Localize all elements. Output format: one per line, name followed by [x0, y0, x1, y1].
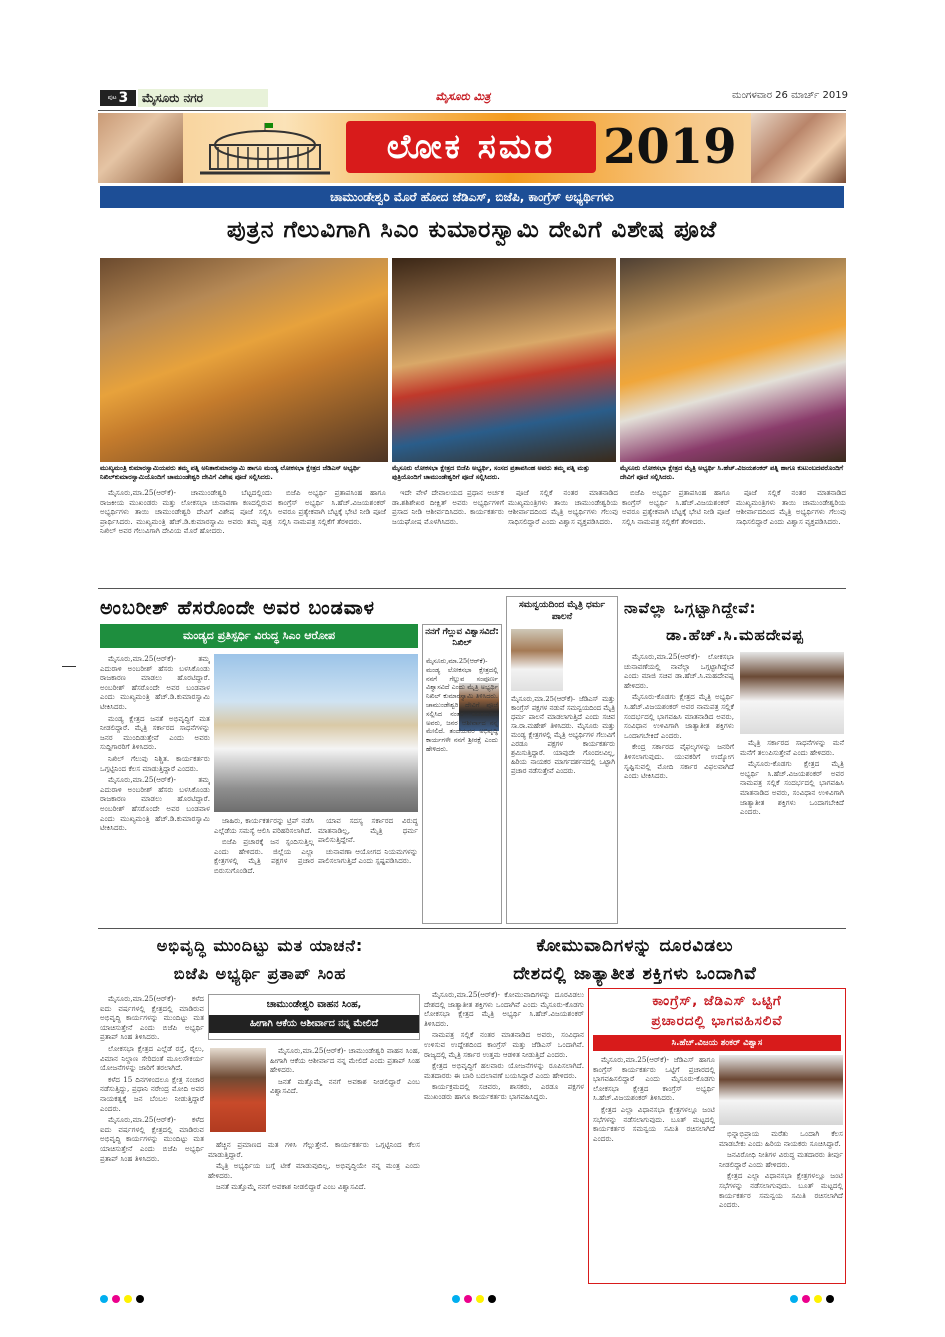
crowd-image: [751, 113, 846, 183]
yellow-dot: [124, 1295, 132, 1303]
nikhil-box: [422, 624, 502, 924]
paragraph: ಕಾರ್ಯಕ್ರಮದಲ್ಲಿ ಸಚಿವರು, ಶಾಸಕರು, ಎರಡೂ ಪಕ್ಷಗಳ ಮುಖಂಡರು ಹಾಗೂ ಕಾರ್ಯಕರ್ತರು ಭಾಗವಹಿಸಿದ್ದರು.: [424, 1082, 584, 1101]
paragraph: ಮೈಸೂರು,ಮಾ.25(ಆರ್‌ಕೆ)- ಲೋಕಸಭಾ ಚುನಾವಣೆಯಲ್ಲಿ ನಾವೆಲ್ಲಾ ಒಗ್ಗಟ್ಟಾಗಿದ್ದೇವೆ ಎಂದು ಮಾಜಿ ಸಚಿವ ಡಾ.ಹೆಚ್.ಸಿ.ಮಹದೇವಪ್ಪ ಹೇಳಿದರು.: [624, 652, 734, 690]
magenta-dot: [802, 1295, 810, 1303]
photo-caption: ಮುಖ್ಯಮಂತ್ರಿ ಕುಮಾರಸ್ವಾಮಿಯವರು ತಮ್ಮ ಪತ್ನಿ ಅನಿತಾಕುಮಾರಸ್ವಾಮಿ ಹಾಗೂ ಮಂಡ್ಯ ಲೋಕಸಭಾ ಕ್ಷೇತ್ರದ ಜೆಡಿಎಸ್ ಅಭ್ಯರ್ಥಿ ನಿಖಿಲ್‌ಕುಮಾರಸ್ವಾಮಿಯೊಂದಿಗೆ ಚಾಮುಂಡೇಶ್ವರಿ ದೇವಿಗೆ ವಿಶೇಷ ಪೂಜೆ ಸಲ್ಲಿಸಿದರು.: [100, 464, 361, 481]
lead-headline: ಪುತ್ರನ ಗೆಲುವಿಗಾಗಿ ಸಿಎಂ ಕುಮಾರಸ್ವಾಮಿ ದೇವಿಗೆ ವಿಶೇಷ ಪೂಜೆ: [226, 217, 718, 243]
section-rule: [98, 588, 846, 589]
paragraph: ಜನತೆ ಮತ್ತೊಮ್ಮೆ ನನಗೆ ಅವಕಾಶ ನೀಡಲಿದ್ದಾರೆ ಎಂಬ ವಿಶ್ವಾಸವಿದೆ.: [270, 1076, 420, 1096]
photo-pratap-simha: [210, 1048, 266, 1132]
secular-headline-line2: ದೇಶದಲ್ಲಿ ಜಾತ್ಯಾತೀತ ಶಕ್ತಿಗಳು ಒಂದಾಗಿವೆ: [513, 964, 757, 984]
issue-date: ಮಂಗಳವಾರ 26 ಮಾರ್ಚ್ 2019: [731, 90, 848, 101]
lead-body-col3: [392, 488, 504, 582]
page-number-box: [100, 90, 136, 106]
paragraph: ಮೈಸೂರು,ಮಾ.25(ಆರ್‌ಕೆ)- ಕೋಮುವಾದಿಗಳನ್ನು ದೂರವಿಡಲು ದೇಶದಲ್ಲಿ ಜಾತ್ಯಾತೀತ ಶಕ್ತಿಗಳು ಒಂದಾಗಿವೆ ಎಂದು ಮೈಸೂರು-ಕೊಡಗು ಲೋಕಸಭಾ ಕ್ಷೇತ್ರದ ಮೈತ್ರಿ ಅಭ್ಯರ್ಥಿ ಸಿ.ಹೆಚ್.ವಿಜಯಶಂಕರ್ ತಿಳಿಸಿದರು.: [424, 990, 584, 1028]
pratap-body-col2: [270, 1046, 420, 1136]
paragraph: ನಿಖಿಲ್ ಗೆಲುವು ನಿಶ್ಚಿತ. ಕಾರ್ಯಕರ್ತರು ಒಗ್ಗಟ್ಟಿನಿಂದ ಕೆಲಸ ಮಾಡುತ್ತಿದ್ದಾರೆ ಎಂದರು.: [100, 753, 210, 773]
photo-vijayashankar-puja: [620, 258, 846, 462]
ambareesh-body-col1: [100, 654, 210, 924]
section-rule: [98, 928, 846, 929]
paragraph: ಮೈಸೂರು,ಮಾ.25(ಆರ್‌ಕೆ)- ತಮ್ಮ ಎದುರಾಳಿ ಅಂಬರೀಶ್ ಹೆಸರು ಬಳಸಿಕೊಂಡು ರಾಜಕಾರಣ ಮಾಡಲು ಹೊರಟಿದ್ದಾರೆ. ಅಂಬರೀಶ್ ಹೆಸರೊಂದೇ ಅವರ ಬಂಡವಾಳ ಎಂದು ಮುಖ್ಯಮಂತ್ರಿ ಹೆಚ್.ಡಿ.ಕುಮಾರಸ್ವಾಮಿ ಟೀಕಿಸಿದರು.: [100, 654, 210, 711]
lead-body-col4: [508, 488, 618, 582]
parliament-illustration: [190, 119, 340, 179]
page-number: 3: [118, 90, 129, 106]
photo-caption: ಮೈಸೂರು ಲೋಕಸಭಾ ಕ್ಷೇತ್ರದ ಬಿಜೆಪಿ ಅಭ್ಯರ್ಥಿ, ಸಂಸದ ಪ್ರತಾಪಸಿಂಹ ಅವರು ತಮ್ಮ ಪತ್ನಿ ಮತ್ತು ಪುತ್ರಿಯೊಂದಿಗೆ ಚಾಮುಂಡೇಶ್ವರಿಗೆ ಪೂಜೆ ಸಲ್ಲಿಸಿದರು.: [392, 464, 590, 481]
maitri-headline: ಸಮನ್ವಯದಿಂದ ಮೈತ್ರಿ ಧರ್ಮ ಪಾಲನೆ: [518, 600, 606, 622]
paragraph: ಮೈಸೂರು-ಕೊಡಗು ಕ್ಷೇತ್ರದ ಮೈತ್ರಿ ಅಭ್ಯರ್ಥಿ ಸಿ.ಹೆಚ್.ವಿಜಯಶಂಕರ್ ಅವರ ನಾಮಪತ್ರ ಸಲ್ಲಿಕೆ ಸಂದರ್ಭದಲ್ಲಿ ಭಾಗವಹಿಸಿ ಮಾತನಾಡಿದ ಅವರು, ಸಂವಿಧಾನ ಉಳಿವಿಗಾಗಿ ಜಾತ್ಯಾತೀತ ಶಕ್ತಿಗಳು ಒಂದಾಗಬೇಕಿದೆ ಎಂದರು.: [740, 759, 844, 817]
paragraph: ಬಿಜೆಪಿ ಪ್ರಚಾರಕ್ಕೆ ಜನ ಸ್ಪಂದಿಸುತ್ತಿಲ್ಲ ಎಂದು ಹೇಳಿದರು. ಜಿಲ್ಲೆಯ ಎಲ್ಲಾ ಕ್ಷೇತ್ರಗಳಲ್ಲಿ ಮೈತ್ರಿ ಪಕ್ಷಗಳ ಪ್ರಚಾರ ಬಿರುಸುಗೊಂಡಿದೆ.: [214, 837, 314, 875]
page-header: [98, 88, 848, 108]
ambareesh-body-col2: [214, 816, 314, 924]
paragraph: ಕೇಂದ್ರ ಸರ್ಕಾರದ ವೈಫಲ್ಯಗಳನ್ನು ಜನರಿಗೆ ತಿಳಿಸಲಾಗುವುದು. ಯುವಕರಿಗೆ ಉದ್ಯೋಗ ಸೃಷ್ಟಿಸುವಲ್ಲಿ ಮೋದಿ ಸರ್ಕಾರ ವಿಫಲವಾಗಿದೆ ಎಂದು ಟೀಕಿಸಿದರು.: [624, 742, 734, 781]
black-dot: [488, 1295, 496, 1303]
paragraph: ಮೈಸೂರು,ಮಾ.25(ಆರ್‌ಕೆ)- ಜೆಡಿಎಸ್ ಹಾಗೂ ಕಾಂಗ್ರೆಸ್ ಕಾರ್ಯಕರ್ತರು ಒಟ್ಟಿಗೆ ಪ್ರಚಾರದಲ್ಲಿ ಭಾಗವಹಿಸಲಿದ್ದಾರೆ ಎಂದು ಮೈಸೂರು-ಕೊಡಗು ಲೋಕಸಭಾ ಕ್ಷೇತ್ರದ ಕಾಂಗ್ರೆಸ್ ಅಭ್ಯರ್ಥಿ ಸಿ.ಹೆಚ್.ವಿಜಯಶಂಕರ್ ತಿಳಿಸಿದರು.: [593, 1055, 715, 1103]
banner-year: 2019: [603, 119, 737, 175]
magenta-dot: [112, 1295, 120, 1303]
paragraph: ಮೈಸೂರು,ಮಾ.25(ಆರ್‌ಕೆ)- ಕಳೆದ ಐದು ವರ್ಷಗಳಲ್ಲಿ ಕ್ಷೇತ್ರದಲ್ಲಿ ಮಾಡಿರುವ ಅಭಿವೃದ್ಧಿ ಕಾರ್ಯಗಳನ್ನು ಮುಂದಿಟ್ಟು ಮತ ಯಾಚಿಸುತ್ತೇನೆ ಎಂದು ಬಿಜೆಪಿ ಅಭ್ಯರ್ಥಿ ಪ್ರತಾಪ್ ಸಿಂಹ ತಿಳಿಸಿದರು.: [100, 994, 204, 1042]
photo-sara-mahesh: [511, 629, 563, 691]
mahadevappa-body-col2: [740, 738, 844, 924]
congress-subhead: ಸಿ.ಹೆಚ್.ವಿಜಯ ಶಂಕರ್ ವಿಶ್ವಾಸ: [593, 1035, 841, 1051]
photo-pratap-puja: [392, 258, 616, 462]
paragraph: ಮೈಸೂರು,ಮಾ.25(ಆರ್‌ಕೆ)- ಚಾಮುಂಡೇಶ್ವರಿ ಬೆಟ್ಟದಲ್ಲಿಂದು ರಾಜಕೀಯ ಮುಖಂಡರು ಮತ್ತು ಲೋಕಸಭಾ ಚುನಾವಣಾ ಕಣದಲ್ಲಿರುವ ಅಭ್ಯರ್ಥಿಗಳು ತಾಯಿ ಚಾಮುಂಡೇಶ್ವರಿ ದೇವಿಗೆ ವಿಶೇಷ ಪೂಜೆ ಸಲ್ಲಿಸಿ ಪ್ರಾರ್ಥಿಸಿದರು. ಮುಖ್ಯಮಂತ್ರಿ ಹೆಚ್.ಡಿ.ಕುಮಾರಸ್ವಾಮಿ ಅವರು ತಮ್ಮ ಪುತ್ರ ನಿಖಿಲ್ ಅವರ ಗೆಲುವಿಗಾಗಿ ದೇವಿಯ ಮೊರೆ ಹೋದರು.: [100, 488, 272, 536]
lead-body-col5: [622, 488, 730, 582]
page-label: ಪುಟ: [107, 94, 117, 101]
paragraph: ಕ್ಷೇತ್ರದ ಎಲ್ಲಾ ವಿಧಾನಸಭಾ ಕ್ಷೇತ್ರಗಳಲ್ಲೂ ಜಂಟಿ ಸಭೆಗಳನ್ನು ನಡೆಸಲಾಗುವುದು. ಬೂತ್ ಮಟ್ಟದಲ್ಲಿ ಕಾರ್ಯಕರ್ತರ ಸಮನ್ವಯ ಸಮಿತಿ ರಚಿಸಲಾಗಿದೆ ಎಂದರು.: [719, 1171, 843, 1210]
masthead-logo: ಮೈಸೂರು ಮಿತ್ರ: [435, 90, 491, 103]
paragraph: ಮೈಸೂರು-ಕೊಡಗು ಕ್ಷೇತ್ರದ ಮೈತ್ರಿ ಅಭ್ಯರ್ಥಿ ಸಿ.ಹೆಚ್.ವಿಜಯಶಂಕರ್ ಅವರ ನಾಮಪತ್ರ ಸಲ್ಲಿಕೆ ಸಂದರ್ಭದಲ್ಲಿ ಭಾಗವಹಿಸಿ ಮಾತನಾಡಿದ ಅವರು, ಸಂವಿಧಾನ ಉಳಿವಿಗಾಗಿ ಜಾತ್ಯಾತೀತ ಶಕ್ತಿಗಳು ಒಂದಾಗಬೇಕಿದೆ ಎಂದರು.: [624, 692, 734, 740]
paragraph: ಕ್ಷೇತ್ರದ ಎಲ್ಲಾ ವಿಧಾನಸಭಾ ಕ್ಷೇತ್ರಗಳಲ್ಲೂ ಜಂಟಿ ಸಭೆಗಳನ್ನು ನಡೆಸಲಾಗುವುದು. ಬೂತ್ ಮಟ್ಟದಲ್ಲಿ ಕಾರ್ಯಕರ್ತರ ಸಮನ್ವಯ ಸಮಿತಿ ರಚಿಸಲಾಗಿದೆ ಎಂದರು.: [593, 1104, 715, 1143]
paragraph: ಕಳೆದ 15 ದಿನಗಳಿಂದಲೂ ಕ್ಷೇತ್ರ ಸಂಚಾರ ನಡೆಸುತ್ತಿದ್ದು, ಪ್ರಧಾನಿ ನರೇಂದ್ರ ಮೋದಿ ಅವರ ನಾಯಕತ್ವಕ್ಕೆ ಜನ ಬೆಂಬಲ ನೀಡುತ್ತಿದ್ದಾರೆ ಎಂದರು.: [100, 1074, 204, 1113]
hands-voting-image: [98, 113, 183, 183]
black-dot: [136, 1295, 144, 1303]
maitri-body: ಮೈಸೂರು,ಮಾ.25(ಆರ್‌ಕೆ)- ಜೆಡಿಎಸ್ ಮತ್ತು ಕಾಂಗ್ರೆಸ್ ಪಕ್ಷಗಳ ನಡುವೆ ಸಮನ್ವಯದಿಂದ ಮೈತ್ರಿ ಧರ್ಮ ಪಾಲನೆ ಮಾಡಲಾಗುತ್ತಿದೆ ಎಂದು ಸಚಿವ ಸಾ.ರಾ.ಮಹೇಶ್ ತಿಳಿಸಿದರು. ಮೈಸೂರು ಮತ್ತು ಮಂಡ್ಯ ಕ್ಷೇತ್ರಗಳಲ್ಲಿ ಮೈತ್ರಿ ಅಭ್ಯರ್ಥಿಗಳ ಗೆಲುವಿಗೆ ಎರಡೂ ಪಕ್ಷಗಳ ಕಾರ್ಯಕರ್ತರು ಶ್ರಮಿಸುತ್ತಿದ್ದಾರೆ. ಯಾವುದೇ ಗೊಂದಲವಿಲ್ಲ, ಹಿರಿಯ ನಾಯಕರ ಮಾರ್ಗದರ್ಶನದಲ್ಲಿ ಒಟ್ಟಾಗಿ ಪ್ರಚಾರ ನಡೆಸುತ್ತೇವೆ ಎಂದರು.: [511, 695, 615, 775]
congress-headline-line1: ಕಾಂಗ್ರೆಸ್, ಜೆಡಿಎಸ್ ಒಟ್ಟಿಗೆ: [652, 993, 782, 1009]
paragraph: ಮೈಸೂರು,ಮಾ.25(ಆರ್‌ಕೆ)- ತಮ್ಮ ಎದುರಾಳಿ ಅಂಬರೀಶ್ ಹೆಸರು ಬಳಸಿಕೊಂಡು ರಾಜಕಾರಣ ಮಾಡಲು ಹೊರಟಿದ್ದಾರೆ. ಅಂಬರೀಶ್ ಹೆಸರೊಂದೇ ಅವರ ಬಂಡವಾಳ ಎಂದು ಮುಖ್ಯಮಂತ್ರಿ ಹೆಚ್.ಡಿ.ಕುಮಾರಸ್ವಾಮಿ ಟೀಕಿಸಿದರು.: [100, 775, 210, 833]
lead-body-col6: [736, 488, 846, 582]
secular-headline-line1: ಕೋಮುವಾದಿಗಳನ್ನು ದೂರವಿಡಲು: [536, 936, 734, 956]
paragraph: ಮೈತ್ರಿ ಸರ್ಕಾರದ ಸಾಧನೆಗಳನ್ನು ಮನೆ ಮನೆಗೆ ತಲುಪಿಸುತ್ತೇವೆ ಎಂದು ಹೇಳಿದರು.: [740, 738, 844, 757]
pratap-body-col3: [208, 1140, 420, 1284]
ambareesh-headline: ಅಂಬರೀಶ್ ಹೆಸರೊಂದೇ ಅವರ ಬಂಡವಾಳ: [100, 597, 375, 619]
photo-bus-temple: [214, 654, 418, 812]
yellow-dot: [476, 1295, 484, 1303]
banner-title: ಲೋಕ ಸಮರ: [346, 121, 596, 173]
registration-marks-right: [790, 1288, 850, 1298]
photo-cm-puja: [100, 258, 388, 462]
secular-body-col1: [424, 990, 584, 1284]
paragraph: ಇದೇ ವೇಳೆ ದೇವಾಲಯದ ಪ್ರಧಾನ ಅರ್ಚಕ ಡಾ.ಶಶಿಶೇಖರ ದೀಕ್ಷಿತ್ ಅವರು ಅಭ್ಯರ್ಥಿಗಳಿಗೆ ಪ್ರಸಾದ ನೀಡಿ ಆಶೀರ್ವದಿಸಿದರು. ಕಾರ್ಯಕರ್ತರು ಜಯಘೋಷ ಮೊಳಗಿಸಿದರು.: [392, 488, 504, 526]
nikhil-headline: ನನಗೆ ಗೆಲ್ಲುವ ವಿಶ್ವಾಸವಿದೆ: ನಿಖಿಲ್: [425, 627, 499, 648]
photo-vijayashankar: [719, 1055, 843, 1125]
black-dot: [826, 1295, 834, 1303]
crop-mark: [62, 666, 76, 667]
maitri-box: [506, 596, 618, 924]
lead-kicker: ಚಾಮುಂಡೇಶ್ವರಿ ಮೊರೆ ಹೋದ ಜೆಡಿಎಸ್, ಬಿಜೆಪಿ, ಕಾಂಗ್ರೆಸ್ ಅಭ್ಯರ್ಥಿಗಳು: [100, 186, 844, 208]
photo-mahadevappa: [740, 652, 844, 734]
mahadevappa-headline: ನಾವೆಲ್ಲಾ ಒಗ್ಗಟ್ಟಾಗಿದ್ದೇವೆ:: [624, 599, 757, 617]
paragraph: ಕ್ಷೇತ್ರದ ಅಭಿವೃದ್ಧಿಗೆ ಹಲವಾರು ಯೋಜನೆಗಳನ್ನು ರೂಪಿಸಲಾಗಿದೆ. ಮತದಾರರು ಈ ಬಾರಿ ಬದಲಾವಣೆ ಬಯಸಿದ್ದಾರೆ ಎಂದು ಹೇಳಿದರು.: [424, 1061, 584, 1080]
pratap-quote-box: [208, 994, 420, 1040]
header-rule: [98, 110, 846, 111]
congress-box: [588, 988, 846, 1284]
election-banner: [98, 113, 846, 183]
paragraph: ಬಿಜೆಪಿ ಅಭ್ಯರ್ಥಿ ಪ್ರತಾಪಸಿಂಹ ಹಾಗೂ ಕಾಂಗ್ರೆಸ್ ಅಭ್ಯರ್ಥಿ ಸಿ.ಹೆಚ್.ವಿಜಯಶಂಕರ್ ಅವರೂ ಪ್ರತ್ಯೇಕವಾಗಿ ಬೆಟ್ಟಕ್ಕೆ ಭೇಟಿ ನೀಡಿ ಪೂಜೆ ಸಲ್ಲಿಸಿ ನಾಮಪತ್ರ ಸಲ್ಲಿಕೆಗೆ ತೆರಳಿದರು.: [622, 488, 730, 526]
pratap-headline-line2: ಬಿಜೆಪಿ ಅಭ್ಯರ್ಥಿ ಪ್ರತಾಪ್ ಸಿಂಹ: [173, 964, 347, 983]
paragraph: ಲೋಕಸಭಾ ಕ್ಷೇತ್ರದ ಎಲ್ಲೆಡೆ ರಸ್ತೆ, ರೈಲು, ವಿಮಾನ ನಿಲ್ದಾಣ ಸೇರಿದಂತೆ ಮೂಲಸೌಕರ್ಯ ಯೋಜನೆಗಳನ್ನು ಜಾರಿಗೆ ತರಲಾಗಿದೆ.: [100, 1043, 204, 1073]
cyan-dot: [452, 1295, 460, 1303]
paragraph: ಜನವಿರೋಧಿ ನೀತಿಗಳ ವಿರುದ್ಧ ಮತದಾರರು ತೀರ್ಪು ನೀಡಲಿದ್ದಾರೆ ಎಂದು ಹೇಳಿದರು.: [719, 1150, 843, 1169]
paragraph: ಹೆಚ್ಚಿನ ಪ್ರಮಾಣದ ಮತ ಗಳಿಸಿ ಗೆಲ್ಲುತ್ತೇನೆ. ಕಾರ್ಯಕರ್ತರು ಒಗ್ಗಟ್ಟಿನಿಂದ ಕೆಲಸ ಮಾಡುತ್ತಿದ್ದಾರೆ.: [208, 1140, 420, 1159]
pratap-box-subtitle: ಹೀಗಾಗಿ ಆಕೆಯ ಆಶೀರ್ವಾದ ನನ್ನ ಮೇಲಿದೆ: [209, 1015, 419, 1033]
yellow-dot: [814, 1295, 822, 1303]
section-name: ಮೈಸೂರು ನಗರ: [138, 89, 268, 107]
paragraph: ನಾಮಪತ್ರ ಸಲ್ಲಿಕೆ ನಂತರ ಮಾತನಾಡಿದ ಅವರು, ಸಂವಿಧಾನ ಉಳಿಸುವ ಉದ್ದೇಶದಿಂದ ಕಾಂಗ್ರೆಸ್ ಮತ್ತು ಜೆಡಿಎಸ್ ಒಂದಾಗಿವೆ. ರಾಜ್ಯದಲ್ಲಿ ಮೈತ್ರಿ ಸರ್ಕಾರ ಉತ್ತಮ ಆಡಳಿತ ನೀಡುತ್ತಿದೆ ಎಂದರು.: [424, 1030, 584, 1059]
paragraph: ಭಿನ್ನಾಭಿಪ್ರಾಯ ಮರೆತು ಒಂದಾಗಿ ಕೆಲಸ ಮಾಡಬೇಕು ಎಂದು ಹಿರಿಯ ನಾಯಕರು ಸೂಚಿಸಿದ್ದಾರೆ.: [719, 1129, 843, 1148]
magenta-dot: [464, 1295, 472, 1303]
congress-body-col2: [719, 1129, 843, 1281]
paragraph: ಮೈಸೂರು,ಮಾ.25(ಆರ್‌ಕೆ)- ಕಳೆದ ಐದು ವರ್ಷಗಳಲ್ಲಿ ಕ್ಷೇತ್ರದಲ್ಲಿ ಮಾಡಿರುವ ಅಭಿವೃದ್ಧಿ ಕಾರ್ಯಗಳನ್ನು ಮುಂದಿಟ್ಟು ಮತ ಯಾಚಿಸುತ್ತೇನೆ ಎಂದು ಬಿಜೆಪಿ ಅಭ್ಯರ್ಥಿ ಪ್ರತಾಪ್ ಸಿಂಹ ತಿಳಿಸಿದರು.: [100, 1115, 204, 1163]
registration-marks-left: [100, 1288, 180, 1298]
paragraph: ಜಾಹಿರು, ಕಾರ್ಯಕರ್ತರನ್ನು ಟ್ರಿಪ್ ನಡೆಸಿ ಎಲ್ಲೆಡೆಯ ಸಮಸ್ಯೆ ಆಲಿಸಿ ಪರಿಹರಿಸಲಾಗಿದೆ.: [214, 816, 314, 835]
lead-body-col1: [100, 488, 272, 582]
paragraph: ಯಾವ ಸದಸ್ಯ ಸರ್ಕಾರದ ವಿರುದ್ಧ ಮಾತನಾಡಿಲ್ಲ, ಮೈತ್ರಿ ಧರ್ಮ ಪಾಲಿಸುತ್ತಿದ್ದೇವೆ.: [318, 816, 418, 845]
photo-caption: ಮೈಸೂರು ಲೋಕಸಭಾ ಕ್ಷೇತ್ರದ ಮೈತ್ರಿ ಅಭ್ಯರ್ಥಿ ಸಿ.ಹೆಚ್.ವಿಜಯಶಂಕರ್ ಪತ್ನಿ ಹಾಗೂ ಕುಟುಂಬದವರೊಂದಿಗೆ ದೇವಿಗೆ ಪೂಜೆ ಸಲ್ಲಿಸಿದರು.: [620, 464, 844, 481]
cyan-dot: [790, 1295, 798, 1303]
ambareesh-body-col3: [318, 816, 418, 924]
pratap-body-col1: [100, 994, 204, 1284]
paragraph: ಮೈತ್ರಿ ಅಭ್ಯರ್ಥಿಯ ಬಗ್ಗೆ ಟೀಕೆ ಮಾಡುವುದಿಲ್ಲ, ಅಭಿವೃದ್ಧಿಯೇ ನನ್ನ ಮಂತ್ರ ಎಂದು ಹೇಳಿದರು.: [208, 1161, 420, 1180]
pratap-headline-line1: ಅಭಿವೃದ್ಧಿ ಮುಂದಿಟ್ಟು ಮತ ಯಾಚನೆ:: [156, 936, 364, 955]
paragraph: ಮೈಸೂರು,ಮಾ.25(ಆರ್‌ಕೆ)- ಚಾಮುಂಡೇಶ್ವರಿ ವಾಹನ ಸಿಂಹ, ಹೀಗಾಗಿ ಆಕೆಯ ಆಶೀರ್ವಾದ ನನ್ನ ಮೇಲಿದೆ ಎಂದು ಪ್ರತಾಪ್ ಸಿಂಹ ಹೇಳಿದರು.: [270, 1046, 420, 1075]
paragraph: ಪೂಜೆ ಸಲ್ಲಿಕೆ ನಂತರ ಮಾತನಾಡಿದ ಮುಖ್ಯಮಂತ್ರಿಗಳು ತಾಯಿ ಚಾಮುಂಡೇಶ್ವರಿಯ ಆಶೀರ್ವಾದದಿಂದ ಮೈತ್ರಿ ಅಭ್ಯರ್ಥಿಗಳು ಗೆಲುವು ಸಾಧಿಸಲಿದ್ದಾರೆ ಎಂದು ವಿಶ್ವಾಸ ವ್ಯಕ್ತಪಡಿಸಿದರು.: [736, 488, 846, 526]
registration-marks-center: [452, 1288, 532, 1298]
paragraph: ಚುನಾವಣಾ ಆಯೋಗದ ನಿಯಮಗಳನ್ನು ಪಾಲಿಸಲಾಗುತ್ತಿದೆ ಎಂದು ಸ್ಪಷ್ಟಪಡಿಸಿದರು.: [318, 846, 418, 866]
paragraph: ಜನತೆ ಮತ್ತೊಮ್ಮೆ ನನಗೆ ಅವಕಾಶ ನೀಡಲಿದ್ದಾರೆ ಎಂಬ ವಿಶ್ವಾಸವಿದೆ.: [216, 1182, 366, 1192]
pratap-box-title: ಚಾಮುಂಡೇಶ್ವರಿ ವಾಹನ ಸಿಂಹ,: [266, 999, 362, 1010]
nikhil-body: ಮೈಸೂರು,ಮಾ.25(ಆರ್‌ಕೆ)- ಮಂಡ್ಯ ಲೋಕಸಭಾ ಕ್ಷೇತ್ರದಲ್ಲಿ ನನಗೆ ಗೆಲ್ಲುವ ಸಂಪೂರ್ಣ ವಿಶ್ವಾಸವಿದೆ ಎಂದು ಮೈತ್ರಿ ಅಭ್ಯರ್ಥಿ ನಿಖಿಲ್ ಕುಮಾರಸ್ವಾಮಿ ತಿಳಿಸಿದರು. ಚಾಮುಂಡೇಶ್ವರಿ ದೇವಿಗೆ ಪೂಜೆ ಸಲ್ಲಿಸಿದ ನಂತರ ಮಾತನಾಡಿದ ಅವರು, ಜನರ ಆಶೀರ್ವಾದ ನನ್ನ ಮೇಲಿದೆ. ತಂದೆಯವರ ಅಭಿವೃದ್ಧಿ ಕಾರ್ಯಗಳೇ ನನಗೆ ಶ್ರೀರಕ್ಷೆ ಎಂದು ಹೇಳಿದರು.: [426, 657, 498, 753]
paragraph: ಬಿಜೆಪಿ ಅಭ್ಯರ್ಥಿ ಪ್ರತಾಪಸಿಂಹ ಹಾಗೂ ಕಾಂಗ್ರೆಸ್ ಅಭ್ಯರ್ಥಿ ಸಿ.ಹೆಚ್.ವಿಜಯಶಂಕರ್ ಅವರೂ ಪ್ರತ್ಯೇಕವಾಗಿ ಬೆಟ್ಟಕ್ಕೆ ಭೇಟಿ ನೀಡಿ ಪೂಜೆ ಸಲ್ಲಿಸಿ ನಾಮಪತ್ರ ಸಲ್ಲಿಕೆಗೆ ತೆರಳಿದರು.: [278, 488, 386, 526]
ambareesh-subhead: ಮಂಡ್ಯದ ಪ್ರತಿಸ್ಪರ್ಧಿ ವಿರುದ್ಧ ಸಿಎಂ ಆರೋಪ: [100, 624, 418, 648]
lead-body-col2: [278, 488, 386, 582]
congress-body-col1: [593, 1055, 715, 1281]
paragraph: ಪೂಜೆ ಸಲ್ಲಿಕೆ ನಂತರ ಮಾತನಾಡಿದ ಮುಖ್ಯಮಂತ್ರಿಗಳು ತಾಯಿ ಚಾಮುಂಡೇಶ್ವರಿಯ ಆಶೀರ್ವಾದದಿಂದ ಮೈತ್ರಿ ಅಭ್ಯರ್ಥಿಗಳು ಗೆಲುವು ಸಾಧಿಸಲಿದ್ದಾರೆ ಎಂದು ವಿಶ್ವಾಸ ವ್ಯಕ್ತಪಡಿಸಿದರು.: [508, 488, 618, 526]
cyan-dot: [100, 1295, 108, 1303]
mahadevappa-subhead: ಡಾ.ಹೆಚ್.ಸಿ.ಮಹದೇವಪ್ಪ: [666, 626, 804, 644]
mahadevappa-body-col1: [624, 652, 734, 924]
paragraph: ಮಂಡ್ಯ ಕ್ಷೇತ್ರದ ಜನತೆ ಅಭಿವೃದ್ಧಿಗೆ ಮತ ನೀಡಲಿದ್ದಾರೆ. ಮೈತ್ರಿ ಸರ್ಕಾರದ ಸಾಧನೆಗಳನ್ನು ಜನರ ಮುಂದಿಡುತ್ತೇವೆ ಎಂದು ಅವರು ಸುದ್ದಿಗಾರರಿಗೆ ತಿಳಿಸಿದರು.: [100, 713, 210, 752]
congress-headline-line2: ಪ್ರಚಾರದಲ್ಲಿ ಭಾಗವಹಿಸಲಿವೆ: [651, 1013, 783, 1029]
